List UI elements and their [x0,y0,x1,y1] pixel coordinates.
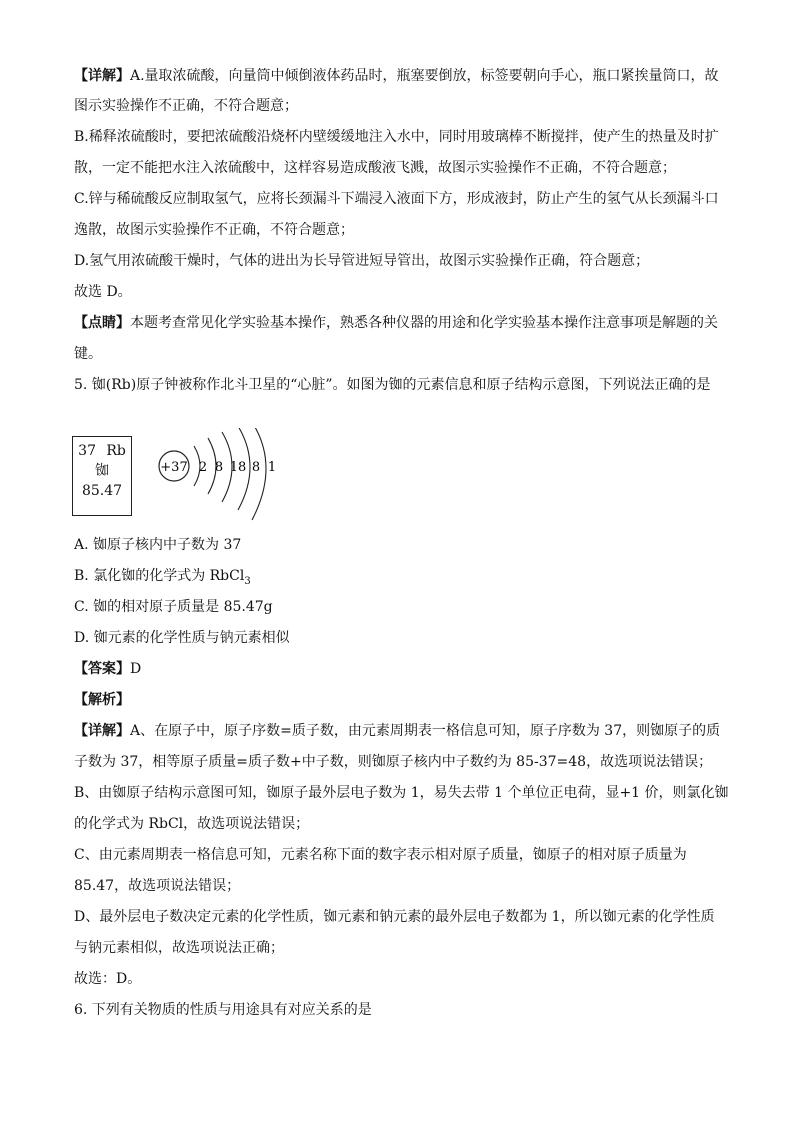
element-symbol: Rb [106,443,126,459]
comment-line-1 [74,313,718,333]
option-c: C. 铷的相对原子质量是 85.47g [74,599,273,615]
analysis-line-9: 故选：D。 [74,971,142,987]
shell-electrons-4: 8 [251,460,261,475]
shell-electrons-2: 8 [214,460,224,475]
question-5-stem: 5. 铷(Rb)原子钟被称作北斗卫星的“心脏”。如图为铷的元素信息和原子结构示意图，下列说法正确的是 [74,377,711,393]
detail-line-1 [74,66,719,86]
detail-line-6: 逸散，故图示实验操作不正确，不符合题意； [74,222,354,238]
option-b-subscript: 3 [244,575,251,587]
shell-electrons-3: 18 [229,460,247,475]
analysis-line-1 [74,721,720,741]
analysis-line-4: 的化学式为 RbCl，故选项说法错误； [74,816,310,832]
option-d: D. 铷元素的化学性质与钠元素相似 [74,630,290,646]
option-b-text: B. 氯化铷的化学式为 RbCl [74,568,245,584]
answer-bracket: 【答案】 [74,661,130,677]
analysis-line-8: 与钠元素相似，故选项说法正确； [74,940,284,956]
shell-electrons-1: 2 [198,460,208,475]
analysis-line-6: 85.47，故选项说法错误； [74,878,241,894]
element-card [72,436,132,516]
detail-bracket: 【详解】 [74,68,130,84]
analysis-heading [74,690,130,710]
analysis-bracket: 【解析】 [74,692,130,708]
analysis-line-3: B、由铷原子结构示意图可知，铷原子最外层电子数为 1，易失去带 1 个单位正电荷，显+1 价，则氯化铷 [74,785,729,801]
atom-structure-diagram [156,428,286,528]
comment-line-2: 键。 [74,346,102,362]
rubidium-figure [72,428,292,528]
answer-line [74,659,141,679]
question-6-stem: 6. 下列有关物质的性质与用途具有对应关系的是 [74,1002,372,1018]
comment-text: 本题考查常见化学实验基本操作，熟悉各种仪器的用途和化学实验基本操作注意事项是解题的关 [130,315,718,331]
atomic-mass: 85.47 [81,483,123,499]
element-name: 铷 [95,463,109,479]
detail-line-4: 散，一定不能把水注入浓硫酸中，这样容易造成酸液飞溅，故图示实验操作不正确，不符合题意； [74,160,676,176]
detail-line-8: 故选 D。 [74,284,132,300]
answer-value: D [130,661,142,677]
shell-electrons-5: 1 [267,460,277,475]
detail-line-2: 图示实验操作不正确，不符合题意； [74,98,298,114]
analysis-line-7: D、最外层电子数决定元素的化学性质，铷元素和钠元素的最外层电子数都为 1，所以铷元素的化学性质 [74,909,715,925]
detail-line-5: C.锌与稀硫酸反应制取氢气，应将长颈漏斗下端浸入液面下方，形成液封，防止产生的氢气从长颈漏斗口 [74,191,719,207]
nucleus-charge: +37 [160,460,188,475]
detail-text: A.量取浓硫酸，向量筒中倾倒液体药品时，瓶塞要倒放，标签要朝向手心，瓶口紧挨量筒口，故 [130,68,719,84]
comment-bracket: 【点睛】 [74,315,130,331]
analysis-line-2: 子数为 37，相等原子质量=质子数+中子数，则铷原子核内中子数约为 85-37=48，故选项说法错误； [74,754,713,770]
option-a: A. 铷原子核内中子数为 37 [74,537,242,553]
atomic-number: 37 [78,443,96,459]
analysis-detail-bracket: 【详解】 [74,723,130,739]
detail-line-7: D.氢气用浓硫酸干燥时，气体的进出为长导管进短导管出，故图示实验操作正确，符合题意； [74,253,650,269]
analysis-line-5: C、由元素周期表一格信息可知，元素名称下面的数字表示相对原子质量，铷原子的相对原子质量为 [74,847,687,863]
detail-line-3: B.稀释浓硫酸时，要把浓硫酸沿烧杯内壁缓缓地注入水中，同时用玻璃棒不断搅拌，使产生的热量及时扩 [74,129,719,145]
option-b [74,566,251,592]
analysis-detail-text: A、在原子中，原子序数=质子数，由元素周期表一格信息可知，原子序数为 37，则铷原子的质 [130,723,721,739]
